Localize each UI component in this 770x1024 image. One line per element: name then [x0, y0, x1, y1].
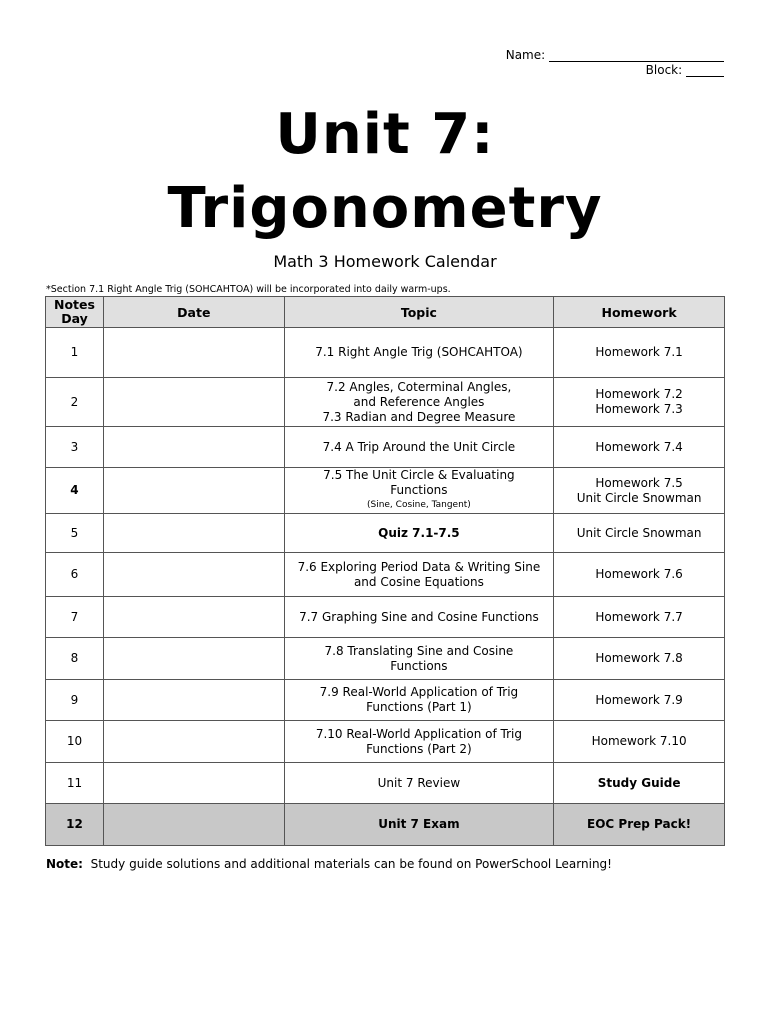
day-number: 2 [70, 394, 79, 409]
date-cell[interactable] [103, 721, 284, 763]
page-title [0, 102, 770, 241]
topic-line: Functions [390, 658, 448, 673]
homework-line: Homework 7.8 [595, 651, 683, 665]
note-label: Note: [46, 857, 83, 871]
table-row [46, 514, 725, 553]
topic-line: 7.8 Translating Sine and Cosine [324, 643, 514, 658]
homework-line: Homework 7.9 [595, 692, 683, 707]
topic-cell [284, 468, 554, 514]
homework-cell [554, 514, 725, 553]
topic-line: Functions [390, 483, 448, 497]
topic-line: 7.7 Graphing Sine and Cosine Functions [299, 609, 539, 624]
table-row [46, 763, 725, 804]
date-cell[interactable] [103, 378, 284, 427]
block-label: Block: [645, 63, 683, 77]
topic-line: 7.1 Right Angle Trig (SOHCAHTOA) [315, 345, 523, 359]
name-field[interactable] [506, 48, 724, 62]
header-notes-day: Notes Day [46, 297, 104, 328]
date-cell[interactable] [103, 427, 284, 468]
table-row [46, 680, 725, 721]
homework-line: Homework 7.1 [595, 345, 683, 359]
homework-line: Homework 7.2 [595, 387, 683, 401]
title-line-1: Unit 7: [275, 102, 495, 167]
homework-calendar-table [45, 296, 725, 846]
day-number: 11 [66, 775, 83, 790]
homework-line: Study Guide [597, 775, 681, 790]
topic-line: and Cosine Equations [353, 574, 484, 589]
table-row [46, 328, 725, 378]
topic-line: Functions (Part 1) [366, 700, 472, 714]
table-row [46, 597, 725, 638]
day-number: 1 [70, 345, 79, 359]
homework-line: Homework 7.5 [595, 475, 683, 490]
notes-day-cell [46, 468, 104, 514]
topic-line: 7.4 A Trip Around the Unit Circle [322, 439, 516, 454]
header-date: Date [103, 297, 284, 328]
notes-day-cell [46, 804, 104, 846]
topic-line: Functions (Part 2) [366, 741, 472, 756]
header-homework: Homework [554, 297, 725, 328]
table-row [46, 638, 725, 680]
day-number: 5 [70, 525, 79, 540]
topic-line: Quiz 7.1-7.5 [378, 525, 460, 540]
section-note: *Section 7.1 Right Angle Trig (SOHCAHTOA) will be incorporated into daily warm-ups. [46, 284, 451, 295]
table-row [46, 468, 725, 514]
day-number: 7 [70, 609, 79, 624]
notes-day-cell [46, 553, 104, 597]
topic-cell [284, 553, 554, 597]
topic-cell [284, 763, 554, 804]
topic-line: 7.9 Real-World Application of Trig [319, 685, 519, 699]
table-row [46, 553, 725, 597]
topic-cell [284, 378, 554, 427]
table-row [46, 804, 725, 846]
notes-day-cell [46, 721, 104, 763]
notes-day-cell [46, 328, 104, 378]
homework-line: Unit Circle Snowman [576, 490, 702, 505]
subtitle: Math 3 Homework Calendar [273, 252, 497, 271]
homework-cell [554, 328, 725, 378]
homework-cell [554, 721, 725, 763]
homework-cell [554, 597, 725, 638]
date-cell[interactable] [103, 763, 284, 804]
day-number: 9 [70, 692, 79, 707]
date-cell[interactable] [103, 468, 284, 514]
homework-line: Homework 7.7 [595, 609, 683, 624]
date-cell[interactable] [103, 514, 284, 553]
table-header-row [46, 297, 725, 328]
day-number: 3 [70, 439, 79, 454]
day-number: 8 [70, 651, 79, 665]
homework-line: Homework 7.6 [595, 567, 683, 581]
topic-cell [284, 328, 554, 378]
homework-cell [554, 638, 725, 680]
topic-line: 7.10 Real-World Application of Trig [315, 726, 522, 741]
block-line[interactable] [686, 64, 724, 77]
notes-day-cell [46, 427, 104, 468]
homework-cell [554, 680, 725, 721]
block-field[interactable] [646, 63, 724, 77]
day-number: 4 [70, 483, 79, 497]
date-cell[interactable] [103, 328, 284, 378]
notes-day-cell [46, 514, 104, 553]
date-cell[interactable] [103, 680, 284, 721]
topic-line: 7.6 Exploring Period Data & Writing Sine [297, 559, 541, 574]
topic-line: Unit 7 Review [377, 775, 461, 790]
name-label: Name: [505, 48, 546, 62]
notes-day-cell [46, 597, 104, 638]
homework-line: Homework 7.4 [595, 439, 683, 454]
homework-cell [554, 804, 725, 846]
table-row [46, 427, 725, 468]
name-line[interactable] [549, 49, 724, 62]
note-text: Study guide solutions and additional materials can be found on PowerSchool Learning! [90, 857, 612, 871]
topic-cell [284, 804, 554, 846]
topic-line: Unit 7 Exam [378, 817, 460, 831]
notes-day-cell [46, 638, 104, 680]
topic-line: 7.3 Radian and Degree Measure [322, 409, 516, 424]
topic-cell [284, 597, 554, 638]
day-number: 6 [70, 567, 79, 581]
date-cell[interactable] [103, 804, 284, 846]
topic-cell [284, 680, 554, 721]
homework-line: EOC Prep Pack! [587, 817, 692, 831]
day-number: 10 [66, 734, 83, 748]
date-cell[interactable] [103, 553, 284, 597]
homework-cell [554, 427, 725, 468]
date-cell[interactable] [103, 638, 284, 680]
homework-line: Homework 7.3 [595, 402, 683, 416]
footer-note [46, 857, 612, 871]
topic-line: 7.2 Angles, Coterminal Angles, [326, 379, 512, 394]
homework-cell [554, 553, 725, 597]
topic-cell [284, 514, 554, 553]
homework-cell [554, 763, 725, 804]
topic-line: and Reference Angles [353, 394, 485, 409]
title-line-2: Trigonometry [167, 176, 603, 241]
day-number: 12 [66, 817, 83, 831]
header-topic: Topic [284, 297, 554, 328]
homework-cell [554, 378, 725, 427]
topic-line: (Sine, Cosine, Tangent) [366, 500, 471, 510]
notes-day-cell [46, 763, 104, 804]
homework-line: Unit Circle Snowman [576, 525, 702, 540]
topic-cell [284, 721, 554, 763]
table-row [46, 378, 725, 427]
topic-line: 7.5 The Unit Circle & Evaluating [323, 468, 515, 482]
topic-cell [284, 427, 554, 468]
notes-day-cell [46, 378, 104, 427]
date-cell[interactable] [103, 597, 284, 638]
homework-line: Homework 7.10 [591, 734, 687, 748]
notes-day-cell [46, 680, 104, 721]
homework-cell [554, 468, 725, 514]
topic-cell [284, 638, 554, 680]
table-row [46, 721, 725, 763]
